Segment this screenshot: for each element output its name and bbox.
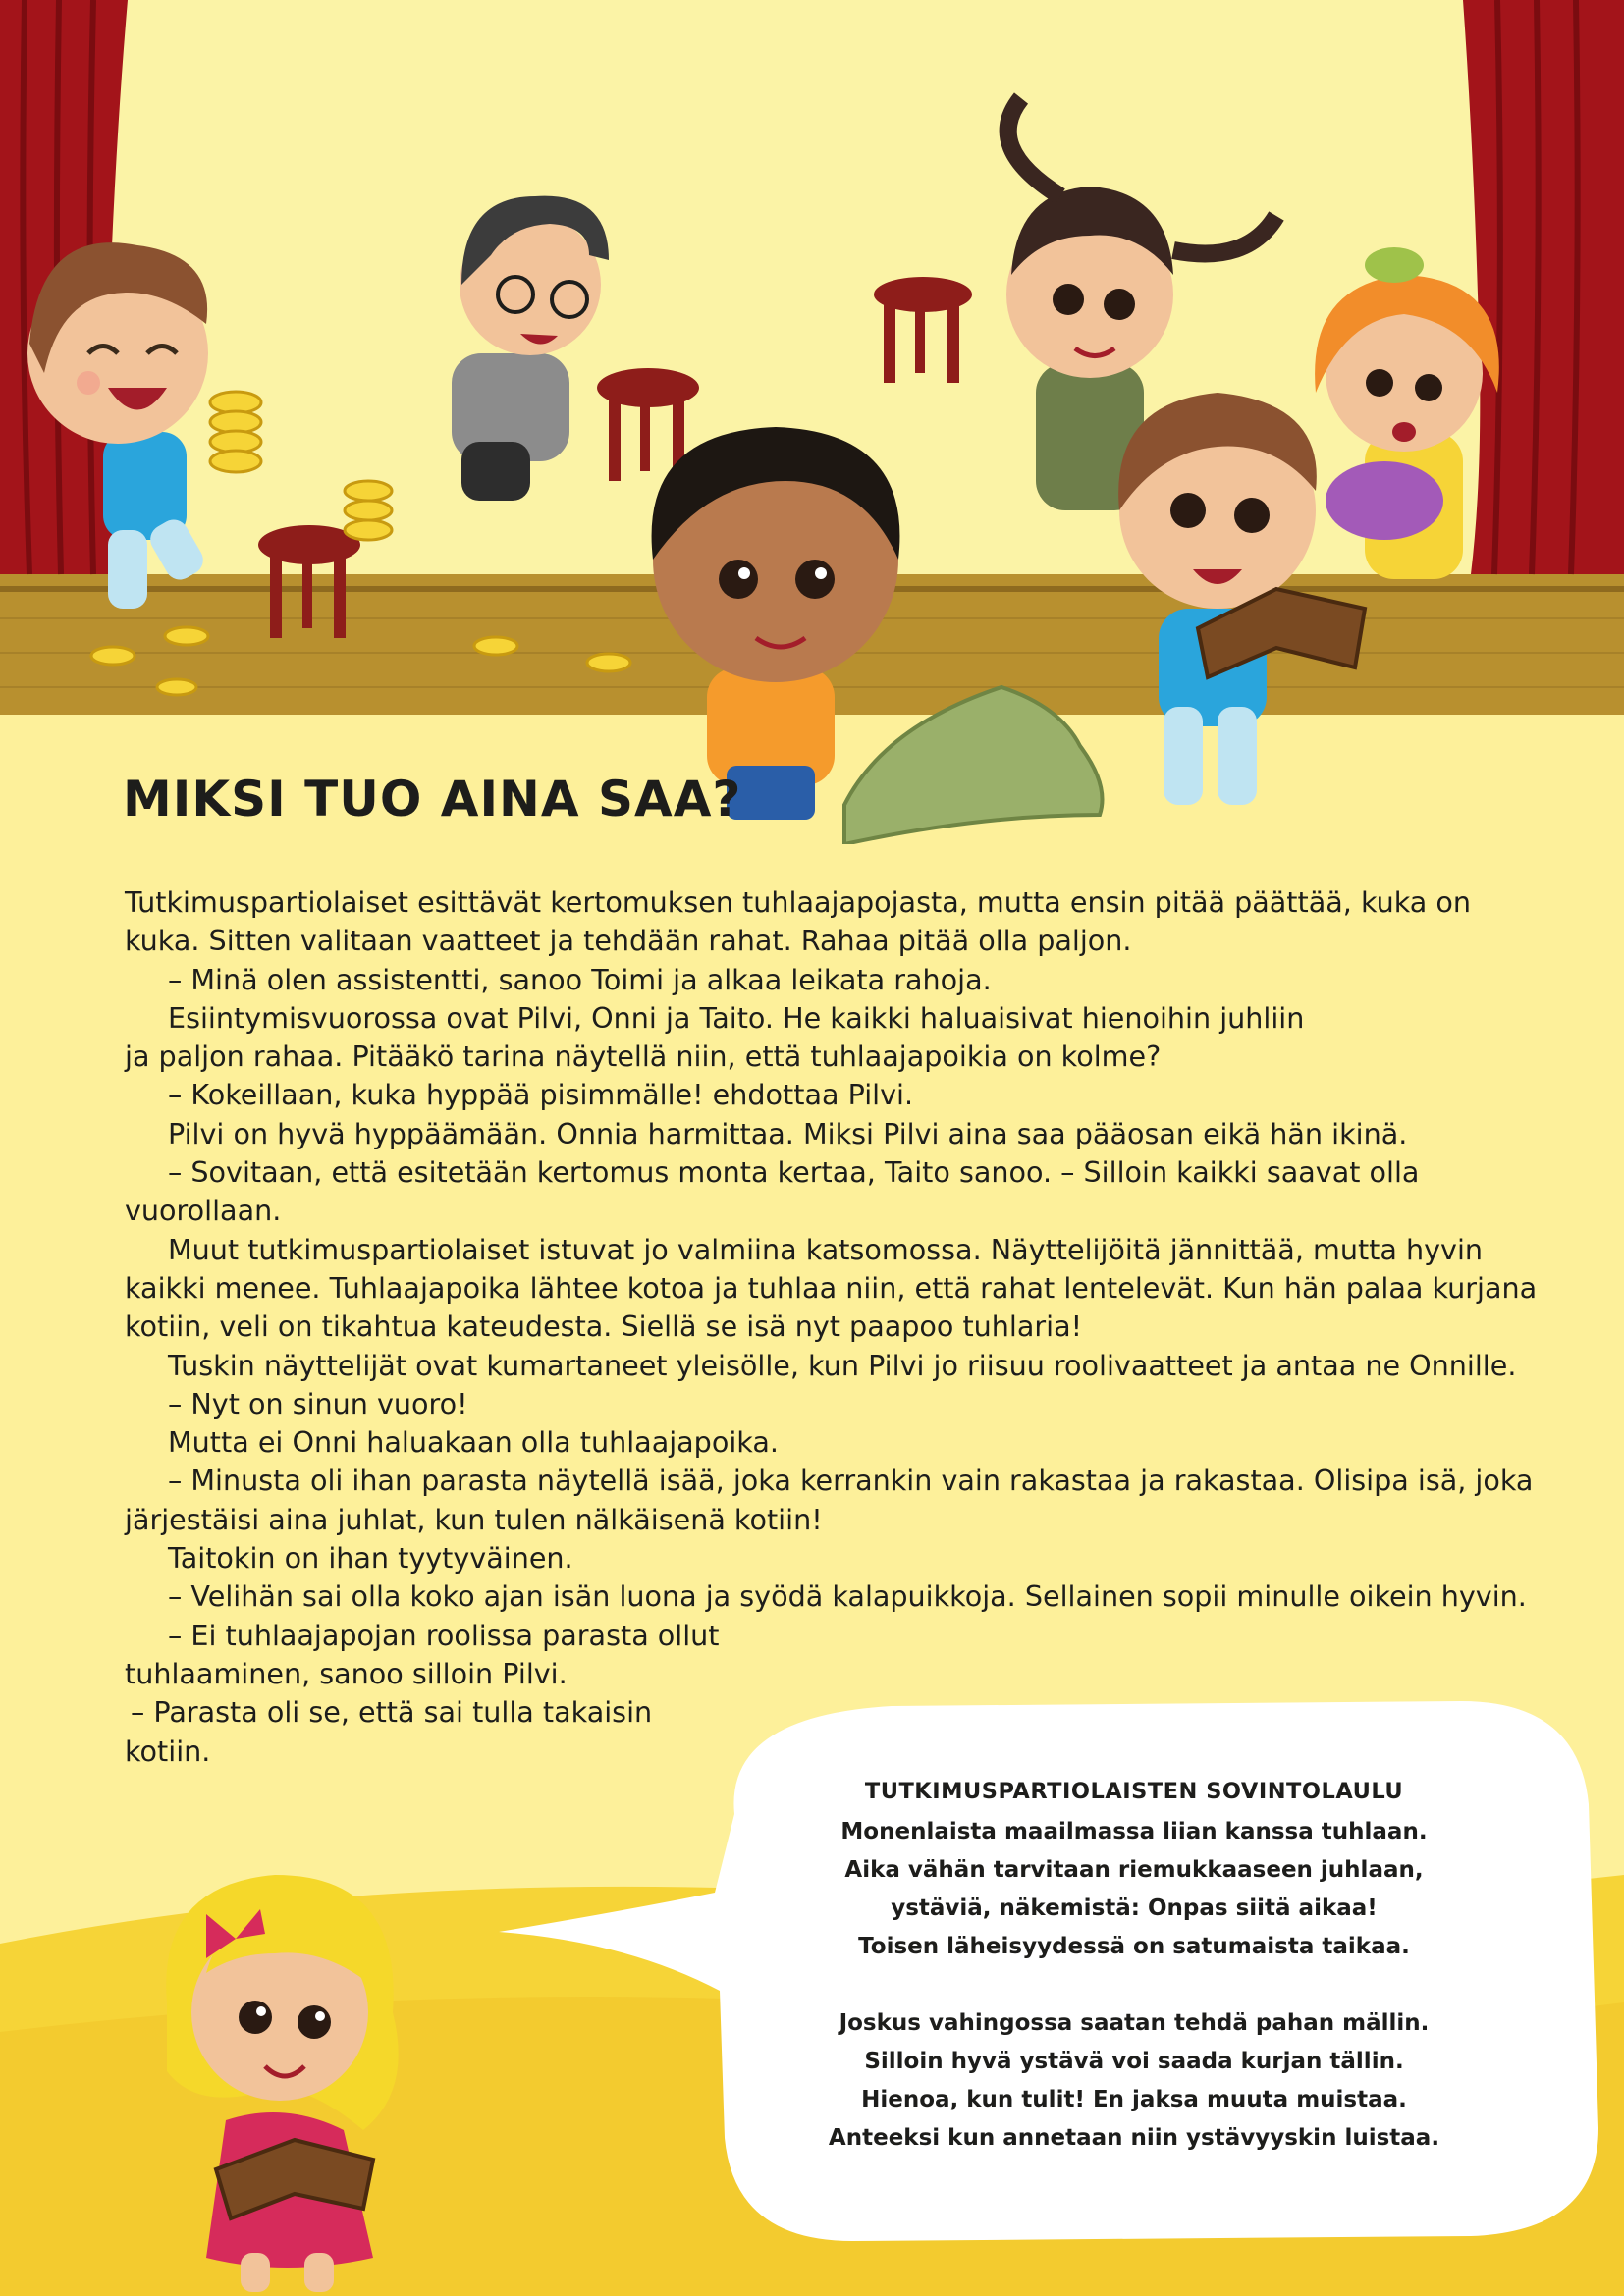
story-paragraph: Esiintymisvuorossa ovat Pilvi, Onni ja Taito. He kaikki haluaisivat hienoihin juhliin (168, 1000, 1305, 1035)
story-paragraph: – Nyt on sinun vuoro! (168, 1386, 468, 1420)
story-paragraph: – Parasta oli se, että sai tulla takaisin kotiin. (125, 1695, 653, 1768)
song-line: Joskus vahingossa saatan tehdä pahan mällin. (839, 2010, 1430, 2036)
song-line: Anteeksi kun annetaan niin ystävyyskin luistaa. (828, 2125, 1440, 2151)
story-paragraph: – Ei tuhlaajapojan roolissa parasta ollut tuhlaaminen, sanoo silloin Pilvi. (125, 1618, 720, 1690)
stage-illustration (0, 0, 1624, 844)
story-paragraph: – Sovitaan, että esitetään kertomus monta kertaa, Taito sanoo. – Silloin kaikki saavat olla vuorollaan. (125, 1155, 1420, 1228)
stool-icon (258, 525, 360, 638)
stool-icon (874, 277, 972, 383)
page-title: MIKSI TUO AINA SAA? (123, 771, 742, 828)
song-title: TUTKIMUSPARTIOLAISTEN SOVINTOLAULU (864, 1779, 1404, 1804)
song-line: Aika vähän tarvitaan riemukkaaseen juhlaan, (844, 1857, 1424, 1883)
song-line: ystäviä, näkemistä: Onpas siitä aikaa! (891, 1896, 1378, 1921)
story-paragraph: Tuskin näyttelijät ovat kumartaneet yleisölle, kun Pilvi jo riisuu roolivaatteet ja antaa ne Onnille. (168, 1348, 1517, 1382)
story-paragraph: Muut tutkimuspartiolaiset istuvat jo valmiina katsomossa. Näyttelijöitä jännittää, mutta hyvin kaikki menee. Tuhlaajapoika lähtee kotoa ja tuhlaa niin, että rahat lentelevät. Kun hän palaa kurjana kotiin, veli on tikahtua kateudesta. Siellä se isä nyt paapoo tuhlaria! (125, 1232, 1538, 1344)
story-paragraph: ja paljon rahaa. Pitääkö tarina näytellä niin, että tuhlaajapoikia on kolme? (125, 1040, 1162, 1074)
story-paragraph: Pilvi on hyvä hyppäämään. Onnia harmittaa. Miksi Pilvi aina saa pääosan eikä hän ikinä. (168, 1116, 1408, 1150)
song-line: Silloin hyvä ystävä voi saada kurjan tällin. (864, 2049, 1404, 2074)
story-paragraph: – Minusta oli ihan parasta näytellä isää, joka kerrankin vain rakastaa ja rakastaa. Olisipa isä, joka järjestäisi aina juhlat, kun tulen nälkäisenä kotiin! (125, 1464, 1534, 1536)
child-blonde-girl-icon (147, 1845, 461, 2296)
song-line: Toisen läheisyydessä on satumaista taikaa. (858, 1934, 1410, 1959)
story-paragraph: Mutta ei Onni haluakaan olla tuhlaajapoika. (168, 1425, 779, 1460)
song-line: Monenlaista maailmassa liian kanssa tuhlaan. (840, 1819, 1428, 1844)
story-paragraph: – Minä olen assistentti, sanoo Toimi ja alkaa leikata rahoja. (168, 962, 992, 996)
child-orange-jacket-icon (652, 427, 900, 820)
curtain-right-icon (1463, 0, 1624, 574)
song-lyrics (746, 1773, 1522, 2158)
song-line: Hienoa, kun tulit! En jaksa muuta muistaa. (861, 2087, 1407, 2112)
story-paragraph: Taitokin on ihan tyytyväinen. (168, 1541, 573, 1575)
story-paragraph: – Kokeillaan, kuka hyppää pisimmälle! ehdottaa Pilvi. (168, 1078, 914, 1112)
story-paragraph: Tutkimuspartiolaiset esittävät kertomuksen tuhlaajapojasta, mutta ensin pitää päättää, kuka on kuka. Sitten valitaan vaatteet ja tehdään rahat. Rahaa pitää olla paljon. (125, 885, 1472, 958)
story-paragraph: – Velihän sai olla koko ajan isän luona ja syödä kalapuikkoja. Sellainen sopii minulle oikein hyvin. (168, 1579, 1527, 1614)
story-text (125, 883, 1548, 1771)
